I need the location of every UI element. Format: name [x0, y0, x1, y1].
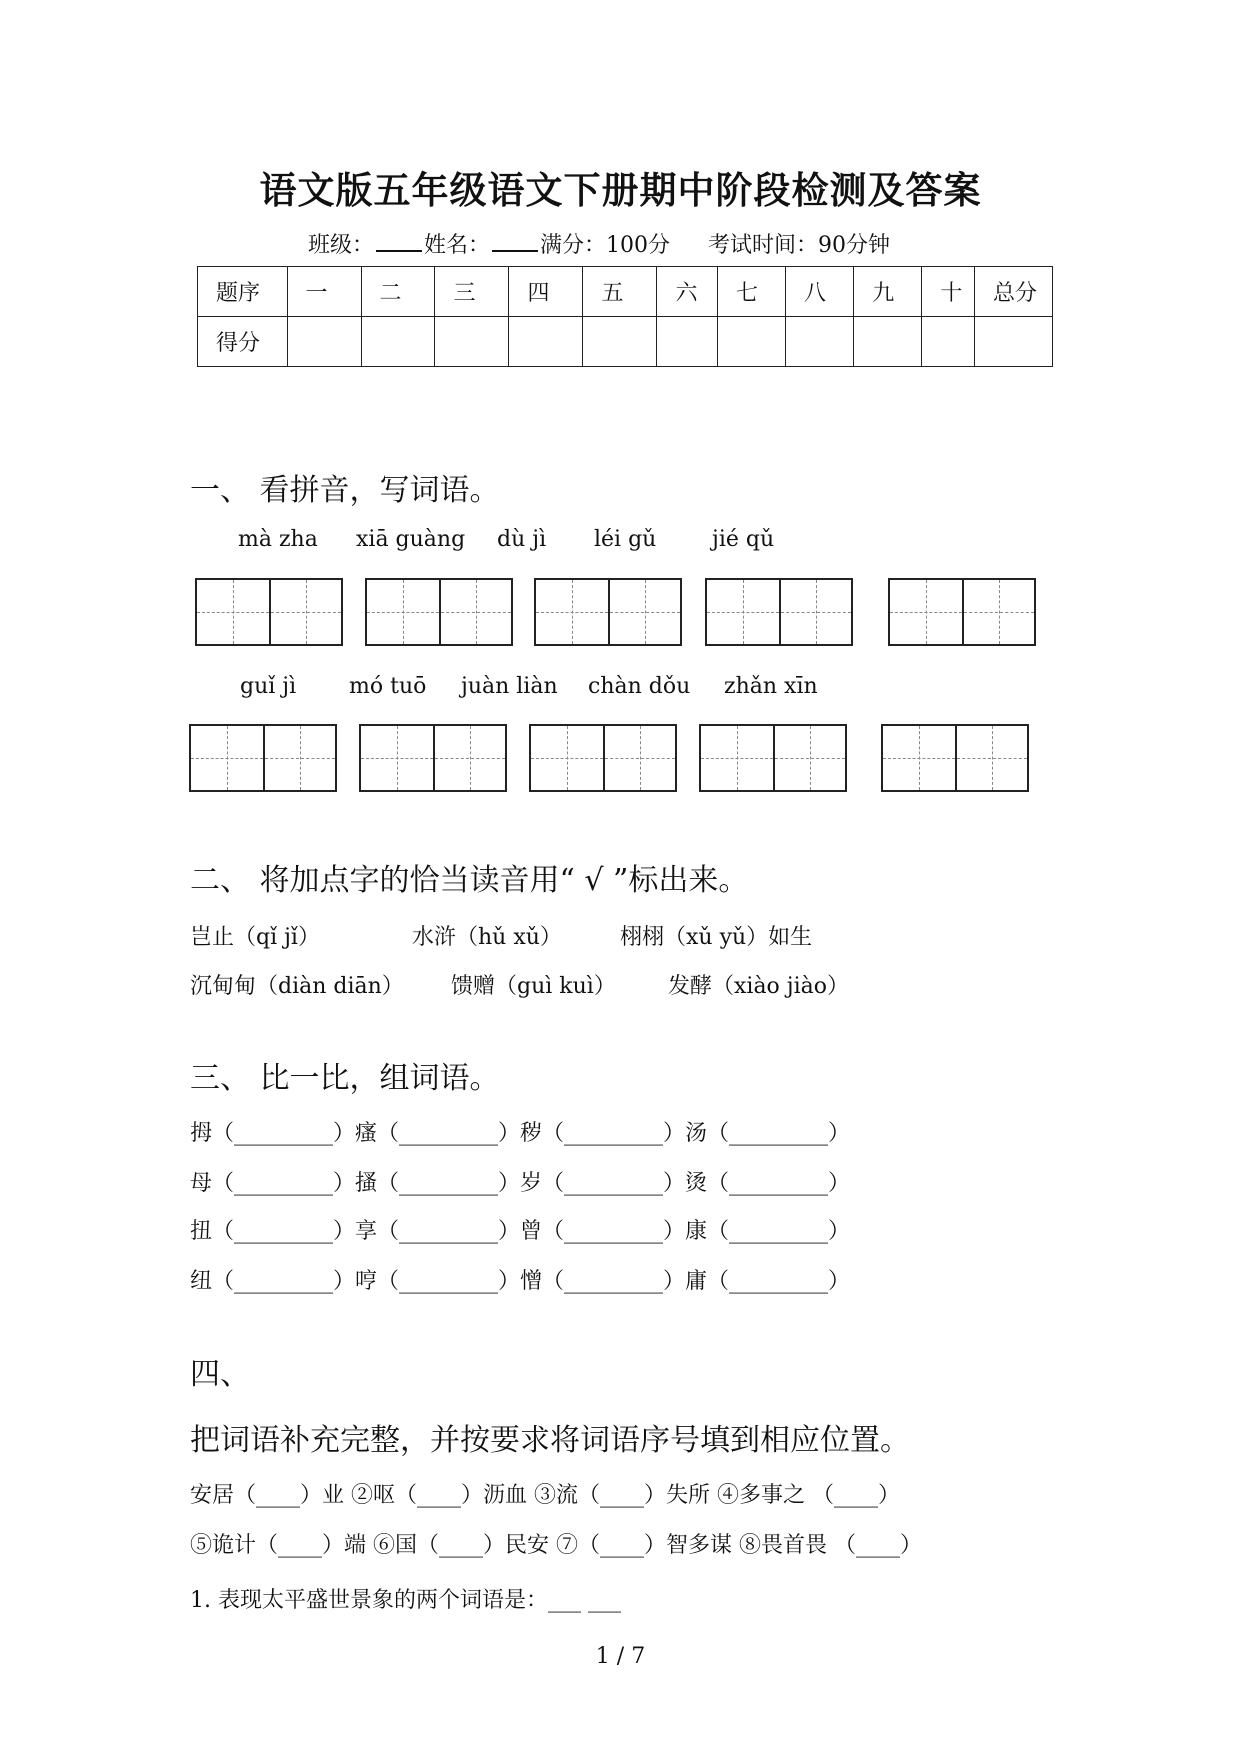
score-cell[interactable]: [854, 317, 922, 367]
reading-item: 馈赠（guì kuì）: [451, 974, 616, 999]
table-header-cell: 十: [922, 267, 975, 317]
section-4-heading: 把词语补充完整，并按要求将词语序号填到相应位置。: [190, 1423, 910, 1458]
compare-line: 拇（_________）瘙（_________）秽（_________）汤（_________）: [190, 1121, 851, 1146]
table-header-cell: 五: [583, 267, 657, 317]
writing-grid[interactable]: [888, 578, 1036, 646]
class-blank[interactable]: [376, 232, 422, 252]
section-1-heading: 一、 看拼音，写词语。: [190, 473, 500, 508]
score-cell[interactable]: [717, 317, 785, 367]
writing-grid[interactable]: [529, 724, 677, 792]
writing-grid[interactable]: [699, 724, 847, 792]
name-blank[interactable]: [492, 232, 538, 252]
writing-grid[interactable]: [705, 578, 853, 646]
exam-time: 考试时间：90分钟: [708, 233, 891, 258]
score-cell[interactable]: [361, 317, 435, 367]
section-4-number: 四、: [190, 1357, 250, 1392]
page-number: 1 / 7: [595, 1644, 646, 1669]
table-header-cell: 六: [657, 267, 717, 317]
reading-item: 发酵（xiào jiào）: [668, 974, 850, 999]
writing-grid[interactable]: [881, 724, 1029, 792]
score-cell[interactable]: [922, 317, 975, 367]
score-cell[interactable]: [786, 317, 854, 367]
writing-grid[interactable]: [534, 578, 682, 646]
reading-item: 岂止（qǐ jǐ）: [190, 925, 320, 950]
pinyin-label: zhǎn xīn: [724, 674, 818, 699]
writing-grid[interactable]: [195, 578, 343, 646]
table-header-cell: 三: [435, 267, 509, 317]
score-table-header-row: [198, 267, 1053, 317]
table-header-cell: 一: [287, 267, 361, 317]
table-header-cell: 二: [361, 267, 435, 317]
score-table: [197, 266, 1053, 367]
pinyin-label: mó tuō: [349, 674, 427, 699]
page-title: 语文版五年级语文下册期中阶段检测及答案: [259, 168, 982, 212]
class-label: 班级：: [308, 233, 375, 258]
compare-line: 母（_________）搔（_________）岁（_________）烫（_________）: [190, 1171, 851, 1196]
question-1: 1. 表现太平盛世景象的两个词语是：___ ___: [190, 1588, 621, 1613]
table-header-cell: 总分: [975, 267, 1053, 317]
writing-grid[interactable]: [365, 578, 513, 646]
pinyin-label: léi gǔ: [594, 527, 657, 552]
compare-line: 纽（_________）哼（_________）憎（_________）庸（_________）: [190, 1269, 851, 1294]
pinyin-label: xiā guàng: [356, 527, 466, 552]
pinyin-label: dù jì: [497, 527, 547, 552]
table-header-cell: 题序: [198, 267, 288, 317]
score-cell[interactable]: [509, 317, 583, 367]
score-table-score-row: [198, 317, 1053, 367]
pinyin-label: mà zha: [238, 527, 318, 552]
table-header-cell: 八: [786, 267, 854, 317]
reading-item: 沉甸甸（diàn diān）: [190, 974, 404, 999]
name-label: 姓名：: [424, 233, 491, 258]
score-row-label: 得分: [198, 317, 288, 367]
score-cell[interactable]: [657, 317, 717, 367]
score-cell[interactable]: [435, 317, 509, 367]
compare-line: 扭（_________）享（_________）曾（_________）康（_________）: [190, 1219, 851, 1244]
pinyin-label: juàn liàn: [461, 674, 558, 699]
idiom-line: ⑤诡计（____）端 ⑥国（____）民安 ⑦（____）智多谋 ⑧畏首畏 （____）: [190, 1533, 922, 1558]
idiom-line: 安居（____）业 ②呕（____）沥血 ③流（____）失所 ④多事之 （____）: [190, 1483, 900, 1508]
pinyin-label: jié qǔ: [712, 527, 775, 552]
score-cell[interactable]: [975, 317, 1053, 367]
table-header-cell: 七: [717, 267, 785, 317]
section-2-heading: 二、 将加点字的恰当读音用“ √ ”标出来。: [190, 863, 749, 898]
reading-item: 水浒（hǔ xǔ）: [412, 925, 562, 950]
full-score: 满分：100分: [540, 233, 671, 258]
pinyin-label: chàn dǒu: [588, 674, 691, 699]
score-cell[interactable]: [583, 317, 657, 367]
table-header-cell: 四: [509, 267, 583, 317]
score-cell[interactable]: [287, 317, 361, 367]
reading-item: 栩栩（xǔ yǔ）如生: [620, 925, 813, 950]
table-header-cell: 九: [854, 267, 922, 317]
section-3-heading: 三、 比一比，组词语。: [190, 1061, 500, 1096]
exam-info: [308, 228, 890, 259]
writing-grid[interactable]: [359, 724, 507, 792]
pinyin-label: guǐ jì: [240, 674, 297, 699]
writing-grid[interactable]: [189, 724, 337, 792]
